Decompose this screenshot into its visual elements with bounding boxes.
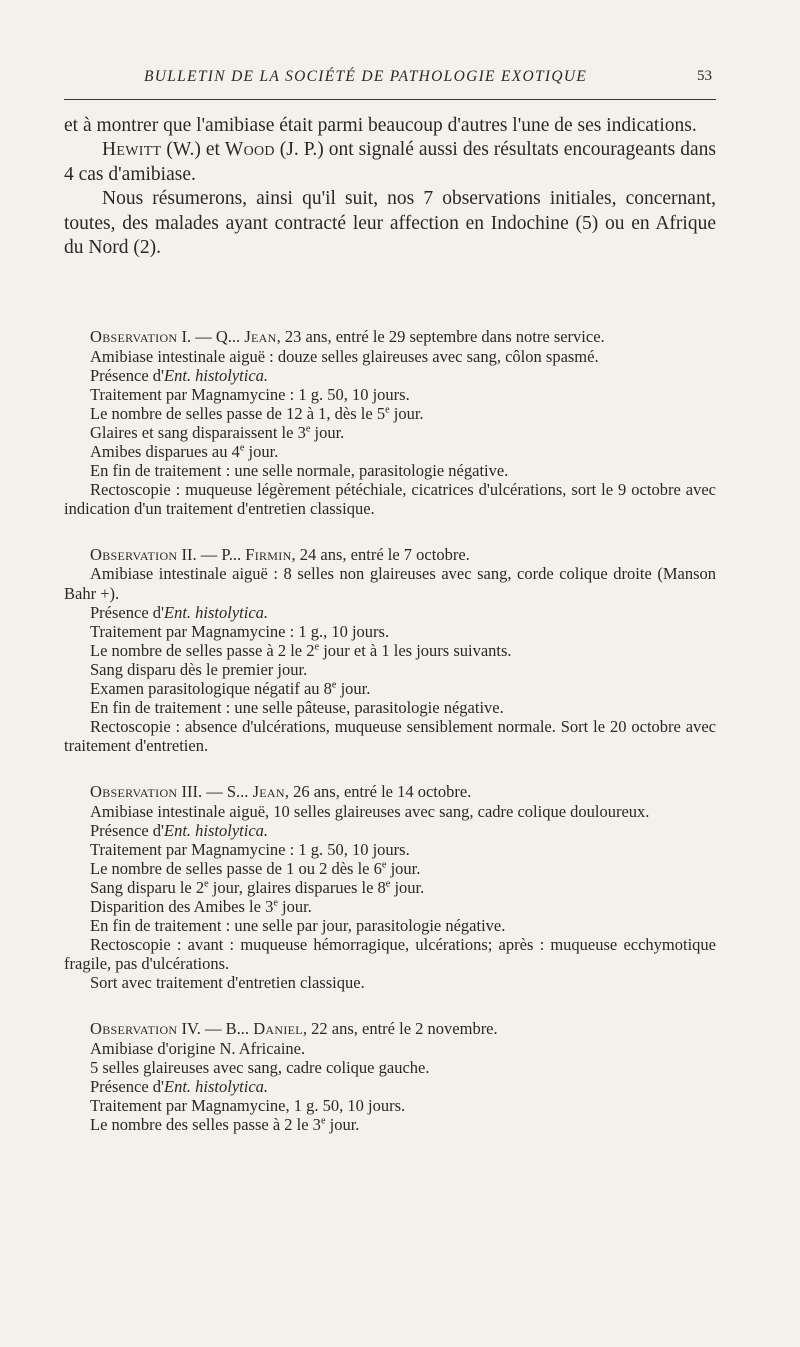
observation-4 <box>64 1019 716 1134</box>
journal-title: BULLETIN DE LA SOCIÉTÉ DE PATHOLOGIE EXOTIQUE <box>144 68 588 85</box>
observation-heading: Observation IV. — B... Daniel, 22 ans, entré le 2 novembre. <box>90 1019 498 1039</box>
observation-presence: Présence d'Ent. histolytica. <box>90 602 269 622</box>
observation-heading: Observation I. — Q... Jean, 23 ans, entré le 29 septembre dans notre service. <box>90 327 605 347</box>
observation-heading: Observation III. — S... Jean, 26 ans, entré le 14 octobre. <box>90 782 472 802</box>
observation-line: En fin de traitement : une selle par jour, parasitologie négative. <box>90 916 506 936</box>
observation-1 <box>64 327 716 518</box>
observation-line: Amibiase intestinale aiguë : douze selles glaireuses avec sang, côlon spasmé. <box>90 346 599 366</box>
observation-line: Sort avec traitement d'entretien classique. <box>90 973 365 993</box>
observation-line: Sang disparu le 2e jour, glaires disparues le 8e jour. <box>90 877 425 897</box>
intro-paragraph-2: Hewitt (W.) et Wood (J. P.) ont signalé aussi des résultats encourageants dans 4 cas d'amibiase. <box>64 139 716 185</box>
observation-presence: Présence d'Ent. histolytica. <box>90 820 269 840</box>
observation-line: Rectoscopie : muqueuse légèrement pétéchiale, cicatrices d'ulcérations, sort le 9 octobre avec indication d'un traitement d'entretien classique. <box>64 480 716 519</box>
observation-2 <box>64 545 716 755</box>
running-header <box>64 68 714 94</box>
header-rule <box>64 99 716 100</box>
page-number: 53 <box>697 68 712 84</box>
observation-line: Amibiase d'origine N. Africaine. <box>90 1038 306 1058</box>
observation-line: Rectoscopie : avant : muqueuse hémorragique, ulcérations; après : muqueuse ecchymotique fragile, pas d'ulcérations. <box>64 935 716 974</box>
observation-line: Disparition des Amibes le 3e jour. <box>90 896 312 916</box>
observation-line: Traitement par Magnamycine, 1 g. 50, 10 jours. <box>90 1095 406 1115</box>
observation-line: Amibiase intestinale aiguë, 10 selles glaireuses avec sang, cadre colique douloureux. <box>90 801 650 821</box>
observation-line: Traitement par Magnamycine : 1 g., 10 jours. <box>90 621 390 641</box>
intro-section <box>64 114 716 260</box>
observation-line: Traitement par Magnamycine : 1 g. 50, 10 jours. <box>90 384 410 404</box>
observation-line: Rectoscopie : absence d'ulcérations, muqueuse sensiblement normale. Sort le 20 octobre avec traitement d'entretien. <box>64 717 716 756</box>
observation-line: Examen parasitologique négatif au 8e jour. <box>90 679 371 699</box>
observation-line: 5 selles glaireuses avec sang, cadre colique gauche. <box>90 1057 430 1077</box>
observation-line: Amibes disparues au 4e jour. <box>90 442 279 461</box>
observation-line: Le nombre des selles passe à 2 le 3e jour. <box>90 1114 360 1134</box>
observation-line: Le nombre de selles passe de 1 ou 2 dès le 6e jour. <box>90 858 421 878</box>
observation-line: Le nombre de selles passe de 12 à 1, dès le 5e jour. <box>90 403 424 423</box>
author-wood: Wood <box>224 139 275 161</box>
author-hewitt: Hewitt <box>102 139 162 161</box>
observation-line: Amibiase intestinale aiguë : 8 selles non glaireuses avec sang, corde colique droite (Manson Bahr +). <box>64 564 716 603</box>
observation-line: En fin de traitement : une selle normale, parasitologie négative. <box>90 461 509 481</box>
intro-paragraph-3: Nous résumerons, ainsi qu'il suit, nos 7 observations initiales, concernant, toutes, des malades ayant contracté leur affection en Indochine (5) ou en Afrique du Nord (2). <box>64 188 716 259</box>
body-text <box>64 114 716 1134</box>
observation-presence: Présence d'Ent. histolytica. <box>90 365 269 385</box>
observation-line: Sang disparu dès le premier jour. <box>90 659 308 679</box>
observation-line: En fin de traitement : une selle pâteuse, parasitologie négative. <box>90 698 504 718</box>
observation-line: Le nombre de selles passe à 2 le 2e jour et à 1 les jours suivants. <box>90 640 512 660</box>
observation-line: Glaires et sang disparaissent le 3e jour. <box>90 422 345 442</box>
observation-heading: Observation II. — P... Firmin, 24 ans, entré le 7 octobre. <box>90 545 470 565</box>
observation-line: Traitement par Magnamycine : 1 g. 50, 10 jours. <box>90 839 410 859</box>
intro-paragraph-1: et à montrer que l'amibiase était parmi beaucoup d'autres l'une de ses indications. <box>64 115 697 136</box>
observation-3 <box>64 782 716 992</box>
observation-presence: Présence d'Ent. histolytica. <box>90 1076 269 1096</box>
